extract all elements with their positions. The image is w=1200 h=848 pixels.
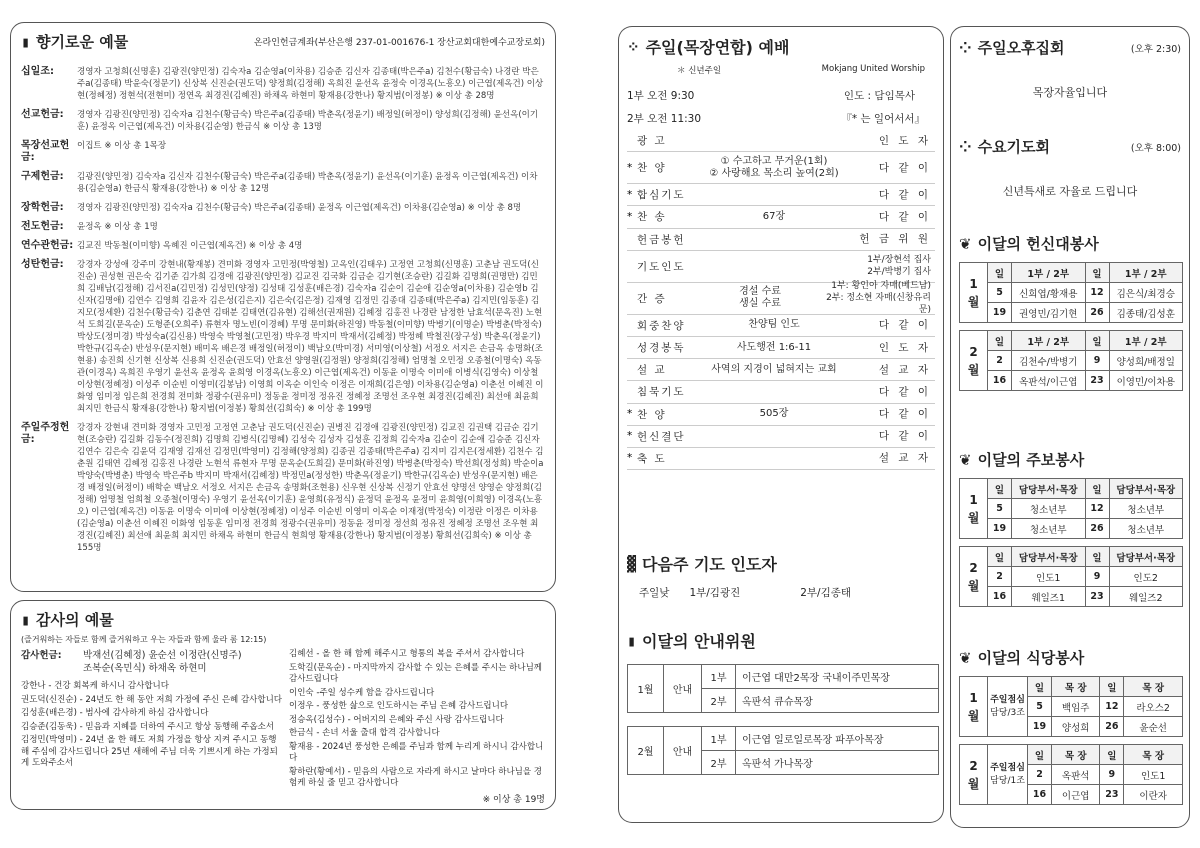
usher-part: 2부 (702, 751, 736, 775)
offering-label: 주일주정헌금: (21, 422, 70, 445)
duty-person: 청소년부 (1109, 519, 1183, 539)
thanks-count: ※ 이상 총 19명 (482, 794, 545, 805)
duty-day: 2 (1028, 765, 1052, 785)
next-part1: 1부/김광진 (689, 587, 741, 599)
order-row (627, 337, 935, 359)
duty-lead-sub: 담당/1조 (990, 775, 1025, 786)
thanks-note: 황하란(황예서) - 믿음의 사람으로 자라게 하시고 날마다 하나님을 경험케 하실 줄 믿고 감사합니다 (289, 766, 543, 788)
offering-donors (77, 240, 545, 252)
offering-row (21, 259, 545, 415)
order-leader: 설 교 자 (878, 363, 931, 376)
stand-mark: * (627, 188, 633, 201)
worship-panel (618, 26, 944, 546)
duty-person: 인도1 (1012, 567, 1086, 587)
duty-header-row (960, 331, 1183, 351)
duty-day: 12 (1100, 697, 1124, 717)
thanks-note: 권도덕(신진순) - 24년도 한 해 동안 저희 가정에 주신 은혜 감사합니다 (21, 694, 283, 705)
next-prayer-panel (618, 546, 944, 621)
usher-role: 안내 (664, 665, 702, 713)
order-label: 기도인도 (637, 260, 686, 273)
duty-lead (988, 677, 1028, 737)
offering-donors (77, 109, 545, 133)
duty-col-header: 목 장 (1052, 745, 1100, 765)
duty-col-header: 일 (1028, 745, 1052, 765)
order-leader: 다 같 이 (878, 161, 931, 174)
usher-month: 2월 (628, 727, 664, 775)
duty-col-header: 담당부서·목장 (1012, 479, 1086, 499)
thanks-head-line2: 조복순(옥민식) 하채옥 하현미 (83, 663, 207, 674)
duty-person: 인도2 (1109, 567, 1183, 587)
stand-mark: * (627, 430, 633, 443)
bars-icon: ▮ (627, 631, 637, 650)
duty-day: 26 (1085, 303, 1109, 323)
duty-header-row (960, 677, 1183, 697)
offering-row (21, 240, 545, 252)
order-label: 침묵기도 (637, 386, 686, 399)
duty-day: 19 (1028, 717, 1052, 737)
order-row (627, 448, 935, 470)
stand-mark: * (627, 452, 633, 465)
thanks-verse: (즐거워하는 자들로 함께 즐거워하고 우는 자들과 함께 울라 롬 12:15) (21, 635, 267, 644)
dots-icon: ⁘ (959, 137, 972, 156)
duty-col-header: 일 (1100, 677, 1124, 697)
duty-day: 9 (1085, 567, 1109, 587)
duty-day: 23 (1085, 371, 1109, 391)
donor-count: ※ 이상 총 1목장 (104, 141, 167, 151)
order-row (627, 206, 935, 228)
order-row (627, 404, 935, 426)
duty-col-header: 일 (1028, 677, 1052, 697)
thanks-note: 강한나 - 건강 회복케 하시니 감사합니다 (21, 681, 169, 691)
offering-label: 장학헌금: (21, 202, 64, 213)
duty-row (960, 499, 1183, 519)
ushers-header: ▮ 이달의 안내위원 (627, 631, 756, 651)
worship-subtitle-en: Mokjang United Worship (821, 64, 925, 74)
usher-names: 옥판석 가나목장 (736, 751, 939, 775)
duty-person: 인도1 (1124, 765, 1183, 785)
order-row (627, 315, 935, 337)
offering-donors (77, 422, 545, 554)
duty-lead-title: 주일점심 (990, 694, 1025, 705)
sunday-pm-time: (오후 2:30) (1130, 43, 1181, 55)
order-of-worship (627, 130, 935, 470)
offering-donors (77, 221, 545, 233)
duty-row (960, 371, 1183, 391)
worship-header: ⁘ 주일(목장연합) 예배 (627, 37, 790, 57)
duty-month: 1 월 (960, 677, 988, 737)
stand-note: 『* 는 일어서서』 (841, 113, 925, 125)
duty-header-row (960, 263, 1183, 283)
order-leader: 1부/장현석 집사 2부/박병기 집사 (867, 255, 931, 278)
duty-col-header: 목 장 (1124, 677, 1183, 697)
duty-person: 김종태/김성훈 (1109, 303, 1183, 323)
duty-day: 12 (1085, 499, 1109, 519)
duty-day: 26 (1085, 519, 1109, 539)
duty-person: 윤순선 (1124, 717, 1183, 737)
duty-day: 23 (1100, 785, 1124, 805)
duty-day: 19 (988, 519, 1012, 539)
duty-person: 웨일즈2 (1109, 587, 1183, 607)
duty-col-header: 담당부서·목장 (1109, 479, 1183, 499)
duty-lead-sub: 담당/3조 (990, 707, 1025, 718)
thanks-note: 김혜선 - 올 한 해 함께 해주시고 형통의 복을 주셔서 감사합니다 (289, 649, 525, 659)
offering-row (21, 171, 545, 195)
order-leader: 다 같 이 (878, 408, 931, 421)
duty-row (960, 303, 1183, 323)
service-header: ❦ 이달의 헌신대봉사 (959, 234, 1099, 253)
donor-names: 이집트 (77, 141, 102, 151)
wed-time: (오후 8:00) (1130, 142, 1181, 154)
duty-person: 이영민/이차용 (1109, 371, 1183, 391)
duty-col-header: 일 (988, 479, 1012, 499)
order-label: 헌금봉헌 (637, 233, 686, 246)
thanks-head-label: 감사헌금: (21, 650, 62, 661)
order-leader: 다 같 이 (878, 430, 931, 443)
dots-icon: ⁘ (959, 38, 972, 57)
worship-subtitle: ＊ 신년주일 (677, 66, 722, 76)
donor-count: ※ 이상 총 8명 (467, 203, 522, 213)
duty-col-header: 1부 / 2부 (1109, 331, 1183, 351)
order-content: 67장 (762, 210, 786, 222)
offerings-list (21, 66, 545, 554)
order-label: 헌신결단 (637, 430, 686, 443)
donor-count: ※ 이상 총 13명 (263, 122, 322, 132)
order-content: 사도행전 1:6-11 (736, 341, 812, 353)
donor-count: ※ 이상 총 155명 (77, 531, 532, 553)
order-leader: 헌 금 위 원 (859, 233, 931, 246)
donor-count: ※ 이상 총 28명 (435, 91, 495, 101)
thanks-note: 한금식 - 손녀 서울 출대 합격 감사합니다 (289, 728, 440, 738)
duty-col-header: 목 장 (1124, 745, 1183, 765)
service-time-2: 2부 오전 11:30 (627, 113, 702, 125)
duty-col-header: 일 (988, 263, 1012, 283)
order-row (627, 381, 935, 403)
order-label: 찬 양 (637, 408, 667, 421)
order-content: 찬양팀 인도 (748, 319, 800, 331)
bars-icon: ▮ (21, 32, 31, 51)
ushers-table (627, 664, 939, 775)
duty-lead-title: 주일점심 (990, 762, 1025, 773)
duty-person: 웨일즈1 (1012, 587, 1086, 607)
usher-part: 2부 (702, 689, 736, 713)
order-label: 설 교 (637, 364, 667, 377)
usher-role: 안내 (664, 727, 702, 775)
thanks-right-list (289, 649, 545, 790)
duty-col-header: 일 (988, 331, 1012, 351)
sunday-pm-header: ⁘ 주일오후집회 (오후 2:30) (959, 38, 1181, 57)
usher-part: 1부 (702, 665, 736, 689)
duty-person: 청소년부 (1109, 499, 1183, 519)
donor-names: 김교진 박동철(이미향) 옥혜진 이근엽(제옥건) (77, 241, 247, 251)
thanks-note: 김승준(김동욱) - 믿음과 지혜를 더하여 주시고 항상 동행해 주옵소서 (21, 721, 275, 732)
grid-icon: ▓ (627, 554, 637, 573)
duty-month: 1 월 (960, 263, 988, 323)
duty-col-header: 일 (1085, 331, 1109, 351)
donor-count: ※ 이상 총 4명 (248, 241, 303, 251)
duty-col-header: 목 장 (1052, 677, 1100, 697)
thanks-note: 김정민(박영미) - 24년 올 한 해도 저희 가정을 항상 지켜 주시고 동행해 주심에 감사드립니다 25년 새해에 주님 더욱 기쁘시게 하는 가정되게 도와주소서 (21, 735, 278, 768)
order-row (627, 283, 935, 315)
thanks-note: 도학길(문옥순) - 마지막까지 감사할 수 있는 은혜를 주시는 하나님께 감사드립니다 (289, 662, 543, 684)
offering-label: 성탄헌금: (21, 259, 64, 270)
usher-row (628, 665, 939, 689)
duty-day: 16 (988, 371, 1012, 391)
donor-names: 강경자 강현내 견미화 경영자 고민정 고정연 고춘남 권도덕(신진순) 권병진 김경애 김광진(양민정) 김교진 김권택 김금순 김기현(조승란) 김길화 김동수(정진희) 김명희 김병식(김명혜) 김성숙 김성자 김성훈 김정희 김숙자a 김순이 김순애 김승준 김신자 김연수 김은숙 김윤덕 김재영 김재선 김정민(박영미) 김정해(양정희) 김종권 김종태(박은주a) 김지미 김지은(정세환) 김천수 김춘원 김태연 김혜정 김홍진 나경란 노현석 류현자 무명 문옥순(도희길) 문미화(하진영) 박병춘(박정숙) 박선희(정성희) 박순이a 박양숙(박병춘) 박영숙 박은주b 박지미 박재서(김혜정) 박정민a(정성한) 박춘옥(정윤기) 박한규(김옥순) 반성우(문지현) 배은경 배정일(허정이) 배학순 백남오 서정오 서지은 손금옥 송명화(조현용) 신우현 신상복 신정기 안효선 양명선 양영순 양정희(김정해) 엄명철 엄희철 오종철(이명숙) 우영기 윤선옥(이기훈) 윤영희(유정식) 윤정덕 윤정옥 윤정미 윤희영(이희영) 이경옥(노흥오) 이근엽(제옥건) 이동윤 이명숙 이미애 이상현(정혜정) 이성주 이순빈 이영미 이옥순 이재정(박정숙) 이정란 이정은 이차용(김순영a) 이춘선 이혜진 이화영 임동훈 임미정 전경희 정광수(권유미) 정동윤 정미정 정선희 정유진 정혜정 조명선 조우현 최경진(김혜진) 최선애 최윤희 최지민 하채옥 하현미 한금식 현희영 황재용(강한나) 황지범(이정봉) 황희선(김희숙) (77, 423, 544, 541)
duty-person: 옥판석/이근엽 (1012, 371, 1086, 391)
duty-person: 권영민/김기현 (1012, 303, 1086, 323)
offering-donors (77, 140, 545, 164)
sunday-pm-text: 목장자율입니다 (1032, 86, 1108, 99)
donor-names: 경영자 김광진(양민정) 김숙자a 김천수(황금숙) 박은주a(김종태) 박춘옥(정윤기) 배정일(허정이) 양성희(김정해) 윤선옥(이기훈) 윤정옥 이근엽(제옥건) 이차용(김순영) 한금식 (77, 110, 539, 132)
duty-col-header: 일 (988, 547, 1012, 567)
duty-person: 청소년부 (1012, 499, 1086, 519)
duty-col-header: 일 (1085, 547, 1109, 567)
duty-person: 라오스2 (1124, 697, 1183, 717)
usher-part: 1부 (702, 727, 736, 751)
duty-day: 2 (988, 567, 1012, 587)
stand-mark: * (627, 408, 633, 421)
order-row (627, 426, 935, 448)
duty-lead (988, 745, 1028, 805)
kitchen-header: ❦ 이달의 식당봉사 (959, 648, 1085, 667)
next-prayer-header: ▓ 다음주 기도 인도자 (627, 554, 777, 574)
next-label: 주일낮 (639, 587, 670, 599)
offering-label: 연수관헌금: (21, 240, 74, 251)
order-leader: 다 같 이 (878, 188, 931, 201)
offering-donors (77, 171, 545, 195)
usher-names: 이근엽 대만2목장 국내이주민목장 (736, 665, 939, 689)
duty-col-header: 1부 / 2부 (1012, 263, 1086, 283)
offering-label: 전도헌금: (21, 221, 64, 232)
right-panel (950, 26, 1190, 828)
duty-col-header: 일 (1100, 745, 1124, 765)
order-row (627, 184, 935, 206)
thanks-note: 황재용 - 2024년 풍성한 은혜를 주님과 함께 누리게 하시니 감사합니다 (289, 741, 544, 763)
order-label: 합심기도 (637, 189, 686, 202)
donor-names: 경영자 김광진(양민정) 김숙자a 김천수(황금숙) 박은주a(김종태) 윤정옥 이근엽(제옥건) 이차용(김순영a) (77, 203, 465, 213)
duty-row (960, 519, 1183, 539)
order-content: 505장 (759, 408, 789, 420)
order-label: 회중찬양 (637, 319, 686, 332)
duty-row (960, 567, 1183, 587)
duty-person: 이근엽 (1052, 785, 1100, 805)
order-label: 찬 송 (637, 211, 667, 224)
clover-icon: ❦ (959, 648, 972, 667)
donor-names: 강경자 강성애 강주미 강현내(황재봉) 견미화 경영자 고민정(박영철) 고옥인(김태우) 고정연 고청희(신명훈) 고춘남 권도덕(신진순) 권성현 권은숙 김기준 김가희 김경애 김광진(양민정) 김교진 김국화 김금순 김기현(조승란) 김길화 김명희(권명만) 김민희 김배남(김정해) 김서진a(김민정) 김성민(양정) 김성태 김성훈(배은경) 김숙자a 김순이 김순애 김순영a(이차용) 김순영b 김신자(김명애) 김연수 김영희 김윤자 김은성(김은지) 김은숙(김은정) 김재영 김정민 김종대 김종태(박은주a) 김지민(임동훈) 김지모(정세환) 김천수(황금숙) 김춘연 김태분 김태연(김유현) 김해선(권재원) 김혜정 김홍진 나경란 남정한 남효석(문옥진) 노현석 도희길(문옥순) 도형준(오희주) 류현자 명노빈(이경혜) 무명 문미화(하진영) 박동철(이미향) 박병기(이명순) 박병춘(박정숙) 박상도(정미경) 박성숙a(김신용) 박영숙 박영철(고민정) 박우경 박지미 박재서(김혜정) 박정혜 박철진(장구성) 박춘옥(정윤기) 박한규(김옥순) 반성우(문지현) 배미옥 배은경 배정일(허정이) 백남오(박미경) 서미영(이상철) 서정오 서지은 손금옥 송명화(조현용) 송진희 신기현 신상복 신용희 신진순(권도덕) 안효선 양영원(김정원) 양정희(김정해) 엄명철 오민정 오종철(이명숙) 옥동관(이경옥) 옥희진 우영기 윤선옥 윤정옥 윤희영 이경옥(노흥오) 이근엽(제옥건) 이동윤 이명숙 이미애 이병식(김영숙) 이상철 이상현(정혜정) 이성주 이순빈 이영미(김봉남) 이영희 이옥순 이인숙 이정은 이재희(김은영) 이차용(김순영a) 이춘선 이혜진 이화영 임미정 임은희 전경희 전미화 정광수(권유미) 정동윤 정미정 정유진 정혜정 조명선 조우현 최경진(김혜진) 최선애 최윤희 최지민 한금식 황재용(강한나) 황지범(이정봉) 황희선(김희숙) (77, 260, 544, 414)
order-content: 사역의 지경이 넓혀지는 교회 (711, 363, 837, 375)
duty-header-row (960, 479, 1183, 499)
duty-month: 2 월 (960, 745, 988, 805)
thanks-note: 이정우 - 풍성한 삶으로 인도하시는 주님 은혜 감사드립니다 (289, 701, 509, 711)
bulletin-table (959, 478, 1183, 607)
offering-donors (77, 202, 545, 214)
duty-month: 2 월 (960, 547, 988, 607)
next-part2: 2부/김종태 (800, 587, 852, 599)
order-label: 광 고 (637, 135, 667, 148)
wed-header: ⁘ 수요기도회 (오후 8:00) (959, 137, 1181, 156)
order-row (627, 359, 935, 381)
duty-day: 12 (1085, 283, 1109, 303)
order-leader: 인 도 자 (878, 134, 931, 147)
offering-row (21, 221, 545, 233)
duty-col-header: 담당부서·목장 (1012, 547, 1086, 567)
donor-names: 김광진(양민정) 김숙자a 김신자 김천수(황금숙) 박은주a(김종태) 박춘옥(정윤기) 윤선옥(이기훈) 윤정옥 이근엽(제옥건) 이차용(김순영a) 한금식 황재용(강한나) (77, 172, 538, 194)
duty-day: 5 (988, 283, 1012, 303)
thanks-left-list (21, 681, 283, 770)
duty-col-header: 1부 / 2부 (1109, 263, 1183, 283)
offering-label: 선교헌금: (21, 109, 64, 120)
bars-icon: ▮ (21, 610, 31, 629)
offering-donors (77, 259, 545, 415)
duty-col-header: 일 (1085, 479, 1109, 499)
duty-person: 이란자 (1124, 785, 1183, 805)
duty-person: 양성희 (1052, 717, 1100, 737)
account-info: 온라인헌금계좌(부산은행 237-01-001676-1 장산교회대한예수교장로회) (253, 38, 545, 48)
order-label: 간 증 (637, 292, 667, 305)
donor-count: ※ 이상 총 1명 (104, 222, 158, 232)
order-leader: 1부: 황인아 자매(베드남) 2부: 정소현 자매(신창유리문) (826, 281, 931, 316)
clover-icon: ❦ (959, 234, 972, 253)
duty-day: 16 (988, 587, 1012, 607)
order-leader: 설 교 자 (878, 452, 931, 465)
clover-icon: ❦ (959, 450, 972, 469)
offering-row (21, 140, 545, 164)
thanks-panel (10, 600, 556, 810)
duty-row (960, 351, 1183, 371)
order-leader: 다 같 이 (878, 210, 931, 223)
duty-day: 19 (988, 303, 1012, 323)
usher-row (628, 727, 939, 751)
offering-row (21, 202, 545, 214)
order-leader: 다 같 이 (878, 319, 931, 332)
wed-text: 신년특새로 자율로 드립니다 (1002, 185, 1138, 198)
duty-month: 1 월 (960, 479, 988, 539)
duty-person: 백임주 (1052, 697, 1100, 717)
duty-person: 청소년부 (1012, 519, 1086, 539)
offering-label: 목장선교헌금: (21, 140, 70, 163)
duty-month: 2 월 (960, 331, 988, 391)
duty-col-header: 일 (1085, 263, 1109, 283)
donor-names: 경영자 고청희(신명훈) 김광진(양민정) 김숙자a 김순영a(이차용) 김승준 김신자 김종태(박은주a) 김천수(황금숙) 나경란 박은주a(김종태) 박윤숙(정문기) 신상복 신진순(권도덕) 양정희(김정해) 옥희진 윤선옥 윤정숙 이경옥(노흥오) 이근엽(제옥건) 이상현(정혜정) 정현석(전현미) 정연옥 최경진(김혜진) 하채옥 하현미 황재용(강한나) 황지범(이정봉) (77, 67, 544, 101)
offering-row (21, 109, 545, 133)
offering-row (21, 422, 545, 554)
order-row (627, 251, 935, 283)
kitchen-table (959, 676, 1183, 805)
duty-day: 16 (1028, 785, 1052, 805)
duty-person: 양성희/배정일 (1109, 351, 1183, 371)
order-label: 축 도 (637, 452, 667, 465)
duty-day: 23 (1085, 587, 1109, 607)
offering-donors (77, 66, 545, 102)
service-table (959, 262, 1183, 391)
order-row (627, 152, 935, 184)
duty-person: 김천수/박병기 (1012, 351, 1086, 371)
donor-names: 윤정옥 (77, 222, 102, 232)
usher-names: 옥판석 큐슈목장 (736, 689, 939, 713)
duty-row (960, 283, 1183, 303)
thanks-head-line1: 박재선(김혜정) 윤순선 이정란(신명주) (83, 650, 242, 661)
donor-count: ※ 이상 총 12명 (210, 184, 270, 194)
stand-mark: * (627, 210, 633, 223)
offerings-header: ▮ 향기로운 예물 (21, 32, 129, 51)
usher-month: 1월 (628, 665, 664, 713)
duty-day: 9 (1100, 765, 1124, 785)
order-content: 경설 수료 생실 수료 (739, 286, 781, 310)
duty-day: 5 (1028, 697, 1052, 717)
donor-count: ※ 이상 총 199명 (307, 404, 372, 414)
thanks-note: 정승옥(김성수) - 어버지의 은혜와 주신 사랑 감사드립니다 (289, 714, 504, 725)
duty-person: 신희엽/황재용 (1012, 283, 1086, 303)
duty-day: 9 (1085, 351, 1109, 371)
duty-col-header: 담당부서·목장 (1109, 547, 1183, 567)
offering-label: 구제헌금: (21, 171, 64, 182)
duty-row (960, 587, 1183, 607)
service-time-1: 1부 오전 9:30 (627, 90, 695, 102)
duty-person: 옥판석 (1052, 765, 1100, 785)
duty-header-row (960, 745, 1183, 765)
offering-row (21, 66, 545, 102)
duty-day: 2 (988, 351, 1012, 371)
order-content: ① 수고하고 무거운(1회) ② 사랑해요 목소리 높여(2회) (709, 155, 839, 179)
thanks-note: 이인숙 -주일 성수케 함을 감사드립니다 (289, 687, 435, 698)
leader-note: 인도 : 담임목사 (843, 90, 915, 102)
order-label: 성경봉독 (637, 342, 686, 355)
offerings-panel (10, 22, 556, 592)
duty-header-row (960, 547, 1183, 567)
stand-mark: * (627, 161, 633, 174)
order-leader: 다 같 이 (878, 385, 931, 398)
usher-names: 이근엽 일로일로목장 파푸아목장 (736, 727, 939, 751)
bulletin-header: ❦ 이달의 주보봉사 (959, 450, 1085, 469)
thanks-note: 김성훈(배은경) - 범사에 감사하게 하심 감사합니다 (21, 708, 209, 718)
order-row (627, 130, 935, 152)
duty-day: 5 (988, 499, 1012, 519)
ushers-panel (618, 621, 944, 823)
thanks-header: ▮ 감사의 예물 (21, 610, 114, 629)
duty-person: 김은식/최경승 (1109, 283, 1183, 303)
duty-col-header: 1부 / 2부 (1012, 331, 1086, 351)
offering-label: 십일조: (21, 66, 54, 77)
duty-day: 26 (1100, 717, 1124, 737)
order-leader: 인 도 자 (878, 341, 931, 354)
order-row (627, 229, 935, 251)
dots-icon: ⁘ (627, 37, 640, 56)
order-label: 찬 양 (637, 162, 667, 175)
